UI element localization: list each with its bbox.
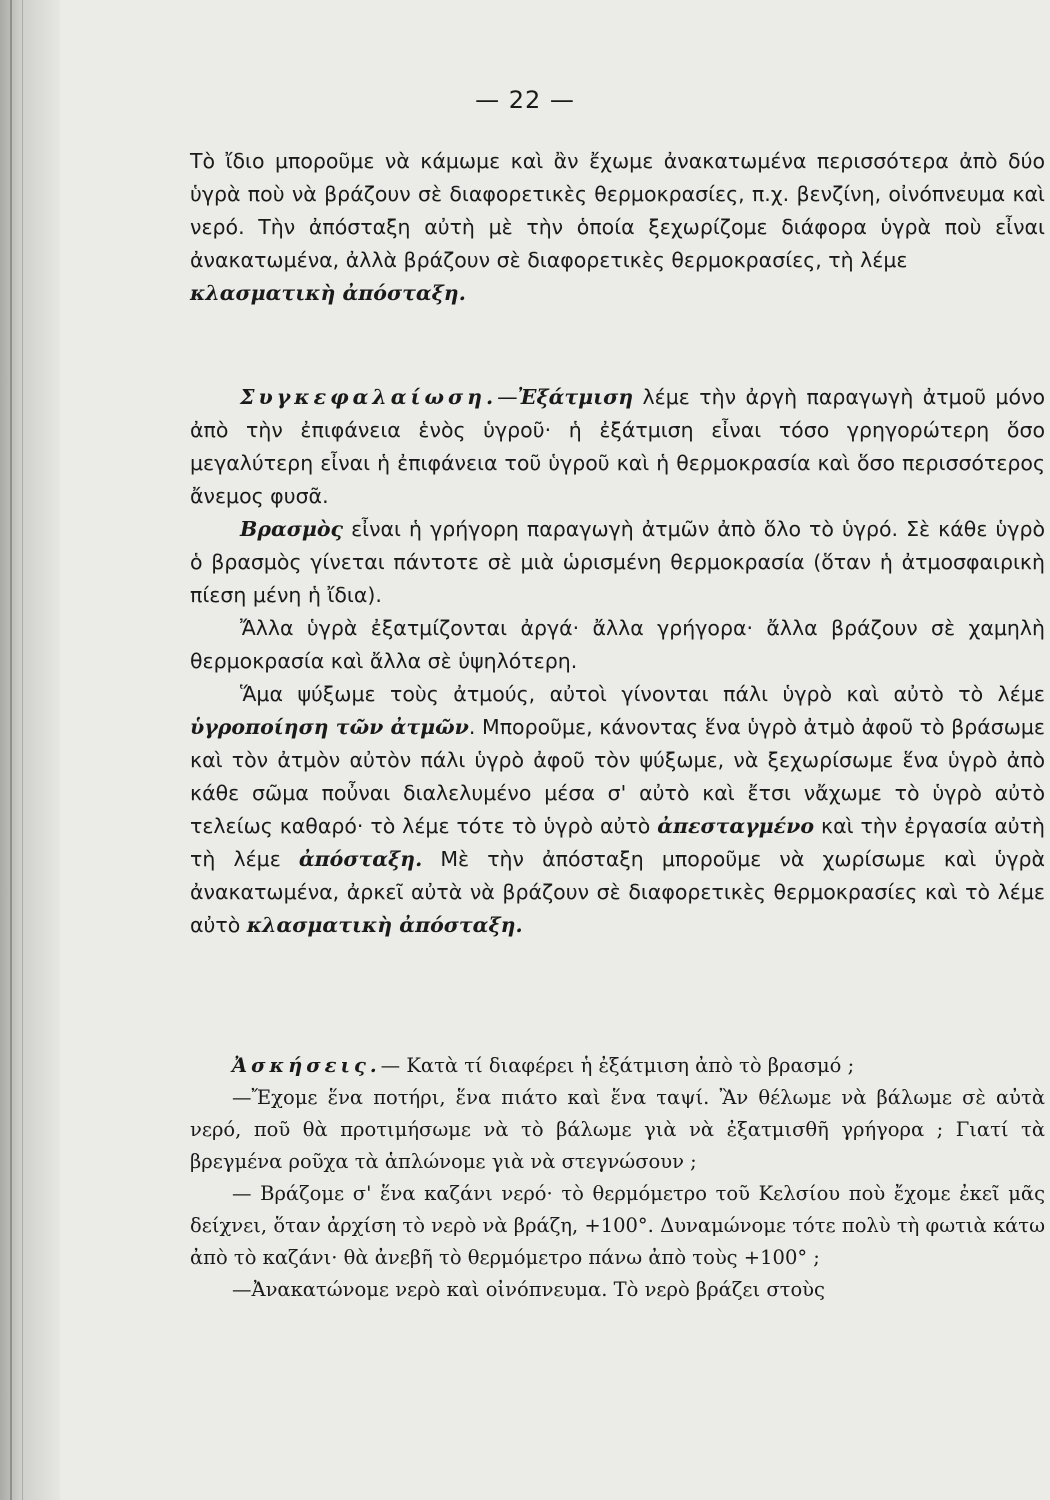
page-number: — 22 —: [475, 86, 575, 114]
summary-text-condensation-b: . Μποροῦμε, κάνοντας ἕνα ὑγρὸ ἀτμὸ ἀφοῦ τὸ βράσωμε καὶ τὸν ἀτμὸν αὐτὸν πάλι ὑγρὸ ἀφοῦ τὸν ψύξωμε, νὰ ξεχωρίσωμε ἕνα ὑγρὸ ἀπὸ κάθε σῶμα ποὖναι διαλελυμένο μέσα σ' αὐτὸ καὶ ἔτσι νἄχωμε τὸ ὑγρὸ αὐτὸ τελείως καθαρό· τὸ λέμε τότε τὸ ὑγρὸ αὐτὸ: [190, 715, 1046, 838]
exercises-heading: Ἀσκήσεις.: [232, 1054, 381, 1077]
summary-text-boiling: εἶναι ἡ γρήγορη παραγωγὴ ἀτμῶν ἀπὸ ὅλο τὸ ὑγρό. Σὲ κάθε ὑγρὸ ὁ βρασμὸς γίνεται πάντοτε σὲ μιὰ ὡρισμένη θερμοκρασία (ὅταν ἡ ἀτμοσφαιρικὴ πίεση μένη ἡ ἴδια).: [190, 517, 1045, 607]
exercises-block: [190, 1050, 1045, 1306]
summary-text-evaporation: λέμε τὴν ἀργὴ παραγωγὴ ἀτμοῦ μόνο ἀπὸ τὴν ἐπιφάνεια ἑνὸς ὑγροῦ· ἡ ἐξάτμιση εἶναι τόσο γρηγορώτερη ὅσο μεγαλύτερη εἶναι ἡ ἐπιφάνεια τοῦ ὑγροῦ καὶ ἡ θερμοκρασία καὶ ὅσο περισσότερος ἄνεμος φυσᾶ.: [190, 385, 1045, 508]
exercise-4: —Ἀνακατώνομε νερὸ καὶ οἰνόπνευμα. Τὸ νερὸ βράζει στοὺς: [232, 1278, 825, 1301]
term-distillation: ἀπόσταξη.: [298, 847, 423, 871]
term-condensation: ὑγροποίηση τῶν ἀτμῶν: [190, 715, 469, 739]
exercise-1-text: — Κατὰ τί διαφέρει ἡ ἐξάτμιση ἀπὸ τὸ βρασμό ;: [380, 1054, 855, 1077]
summary-paragraph-condensation: [190, 678, 1045, 942]
summary-paragraph-rates: [190, 612, 1045, 678]
exercise-3: — Βράζομε σ' ἕνα καζάνι νερό· τὸ θερμόμετρο τοῦ Κελσίου ποὺ ἔχομε ἐκεῖ μᾶς δείχνει, ὅταν ἀρχίση τὸ νερὸ νὰ βράζη, +100°. Δυναμώνομε τότε πολὺ τὴ φωτιὰ κάτω ἀπὸ τὸ καζάνι· θὰ ἀνεβῆ τὸ θερμόμετρο πάνω ἀπὸ τοὺς +100° ;: [190, 1182, 1045, 1269]
page-stack-edge: [0, 0, 60, 1500]
term-distilled: ἀπεσταγμένο: [657, 814, 815, 838]
summary-block: [190, 381, 1045, 942]
term-evaporation: Ἐξάτμιση: [517, 385, 634, 409]
summary-dash: —: [497, 385, 518, 409]
summary-text-condensation-c: καὶ τὴν ἐργασία αὐτὴ τὴ λέμε: [190, 814, 1046, 871]
summary-text-condensation-d: Μὲ τὴν ἀπόσταξη μποροῦμε νὰ χωρίσωμε καὶ ὑγρὰ ἀνακατωμένα, ἀρκεῖ αὐτὰ νὰ βράζουν σὲ διαφορετικὲς θερμοκρασίες καὶ τὸ λέμε αὐτὸ: [190, 847, 1045, 937]
term-fractional-distillation: κλασματικὴ ἀπόσταξη.: [246, 913, 523, 937]
exercise-1: [190, 1050, 1045, 1082]
intro-paragraph-block: [190, 145, 1045, 310]
intro-term-fractional-distillation: κλασματικὴ ἀπόσταξη.: [190, 281, 466, 305]
summary-paragraph-boiling: [190, 513, 1045, 612]
exercise-2: —Ἔχομε ἕνα ποτήρι, ἕνα πιάτο καὶ ἕνα ταψί. Ἂν θέλωμε νὰ βάλωμε σὲ αὐτὰ νερό, ποῦ θὰ προτιμήσωμε νὰ τὸ βάλωμε γιὰ νὰ ἐξατμισθῆ γρήγορα ; Γιατί τὰ βρεγμένα ροῦχα τὰ ἁπλώνομε γιὰ νὰ στεγνώσουν ;: [190, 1086, 1045, 1173]
term-boiling: Βρασμὸς: [240, 517, 344, 541]
intro-paragraph: [190, 145, 1045, 310]
summary-text-condensation-a: Ἅμα ψύξωμε τοὺς ἀτμούς, αὐτοὶ γίνονται πάλι ὑγρὸ καὶ αὐτὸ τὸ λέμε: [240, 682, 1045, 706]
summary-heading: Συγκεφαλαίωση.: [240, 385, 498, 409]
intro-text: Τὸ ἴδιο μποροῦμε νὰ κάμωμε καὶ ἂν ἔχωμε ἀνακατωμένα περισσότερα ἀπὸ δύο ὑγρὰ ποὺ νὰ βράζουν σὲ διαφορετικὲς θερμοκρασίες, π.χ. βενζίνη, οἰνόπνευμα καὶ νερό. Τὴν ἀπόσταξη αὐτὴ μὲ τὴν ὁποία ξεχωρίζομε διάφορα ὑγρὰ ποὺ εἶναι ἀνακατωμένα, ἀλλὰ βράζουν σὲ διαφορετικὲς θερμοκρασίες, τὴ λέμε: [190, 149, 1045, 272]
summary-text-rates: Ἄλλα ὑγρὰ ἐξατμίζονται ἀργά· ἄλλα γρήγορα· ἄλλα βράζουν σὲ χαμηλὴ θερμοκρασία καὶ ἄλλα σὲ ὑψηλότερη.: [190, 616, 1045, 673]
summary-paragraph-evaporation: [190, 381, 1045, 513]
